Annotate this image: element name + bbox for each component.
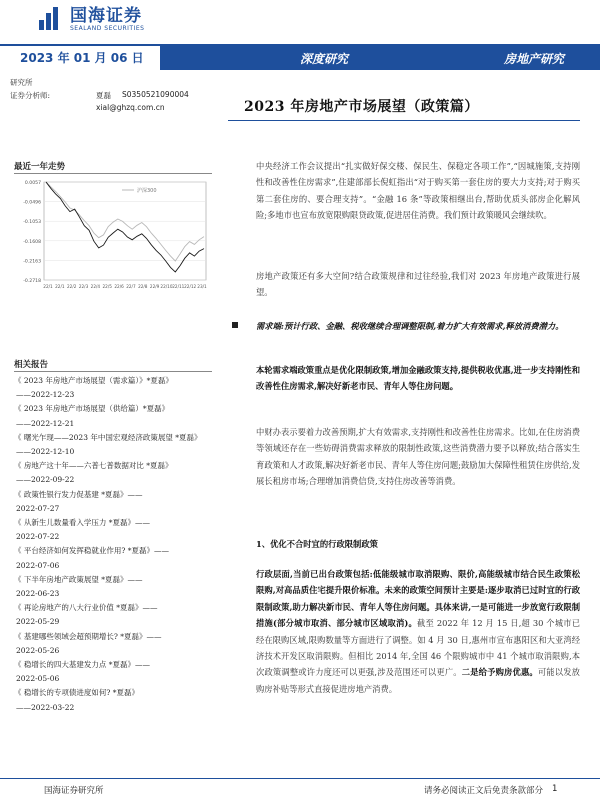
related-report-date: ——2022-12-21 (16, 418, 75, 428)
chart-x-tick-label: 22/6 (114, 284, 124, 289)
related-report-date: ——2022-12-23 (16, 390, 75, 400)
related-heading: 相关报告 (14, 360, 49, 370)
related-report-title[interactable]: 《 政策性银行发力促基建 *夏磊》—— (14, 489, 143, 499)
related-report-title[interactable]: 《 基建哪些领域会超预期增长? *夏磊》—— (14, 631, 162, 641)
report-type: 深度研究 (300, 52, 349, 66)
body-paragraph-4: 中财办表示要着力改善预期,扩大有效需求,支持刚性和改善性住房需求。比如,在住房消费等领域还存在一些妨碍消费需求释放的限制性政策,这些消费潜力要予以释放;结合落实生育政策和人才政策,解决好新老市民、青年人等住房问题;鼓励加大保障性租赁住房供给,发展长租房市场;合理增加消费信贷,支持住房改善等消费。 (256, 427, 580, 487)
related-report-date: 2022-05-06 (16, 674, 60, 684)
trend-heading: 最近一年走势 (14, 162, 66, 172)
related-report-title[interactable]: 《 曙光乍现——2023 年中国宏观经济政策展望 *夏磊》 (14, 432, 202, 442)
related-report-title[interactable]: 《 2023 年房地产市场展望（供给篇）*夏磊》 (14, 404, 170, 414)
footer-institute: 国海证券研究所 (44, 786, 104, 796)
related-report-date: ——2022-03-22 (16, 702, 75, 712)
footer-disclaimer: 请务必阅读正文后免责条款部分 (424, 786, 544, 796)
chart-y-tick-label: -0.0496 (23, 200, 41, 206)
related-reports-list (14, 374, 214, 715)
chart-x-tick-label: 22/1 (43, 284, 53, 289)
related-report-title[interactable]: 《 再论房地产的八大行业价值 *夏磊》—— (14, 603, 158, 613)
related-report-date: ——2022-12-10 (16, 447, 75, 457)
chart-y-tick-label: -0.2718 (23, 279, 41, 284)
chart-x-tick-label: 22/12 (184, 284, 197, 289)
industry-label: 房地产研究 (504, 52, 565, 66)
related-divider (14, 371, 212, 372)
company-logo (38, 6, 144, 32)
page-number: 1 (552, 784, 558, 794)
footer-divider (0, 778, 600, 779)
chart-x-tick-label: 23/1 (197, 284, 207, 289)
header-bar (0, 44, 600, 70)
chart-x-tick-label: 22/2 (66, 284, 77, 289)
related-report-date: 2022-07-22 (16, 532, 60, 542)
institute-label: 研究所 (10, 78, 33, 87)
related-report-title[interactable]: 《 从新生儿数量看入学压力 *夏磊》—— (14, 518, 151, 528)
chart-y-tick-label: -0.1608 (23, 239, 41, 245)
logo-text-en: SEALAND SECURITIES (70, 24, 145, 32)
related-report-title[interactable]: 《 稳增长的四大基建发力点 *夏磊》—— (14, 660, 151, 670)
chart-plot-frame (44, 182, 206, 280)
analyst-cert: S0350521090004 (122, 90, 189, 99)
key-point-text: 需求端:预计行政、金融、税收继续合理调整限制,着力扩大有效需求,释放消费潜力。 (256, 321, 564, 331)
related-report-date: 2022-07-27 (16, 503, 60, 513)
chart-x-tick-label: 22/3 (78, 284, 89, 289)
body-paragraph-5-tail-lead: 二是给予购房优惠。 (461, 667, 538, 678)
chart-x-tick-label: 22/4 (90, 284, 101, 289)
related-report-title[interactable]: 《 下半年房地产政策展望 *夏磊》—— (14, 574, 143, 584)
related-report-title[interactable]: 《 稳增长的专项债进度如何? *夏磊》 (14, 688, 140, 698)
chart-x-tick-label: 22/5 (102, 284, 112, 289)
body-paragraph-5-rest: 截至 2022 年 12 月 15 日,超 30 个城市已经在限购区域,限购数量等方面进行了调整。如 4 月 30 日,惠州市宣布惠阳区和大亚湾经济技术开发区取消限购。但相比 2014 年,全国 46 个限购城市中 41 个城市取消限购,本次政策调整或许力度还可以更强,涉及范围还可以更广。 (256, 618, 580, 678)
chart-series-line (46, 182, 204, 261)
chart-x-tick-label: 22/8 (138, 284, 148, 289)
body-paragraph-5-lead: 行政层面,当前已出台政策包括:低能级城市取消限购、限价,高能级城市结合民生政策松限购,对高品质住宅提升限价标准。未来的政策空间预计主要是:逐步取消已过时宜的行政限制政策,助力解决新市民、青年人等住房问题。具体来讲,一是可能进一步放宽行政限制措施(部分城市取消、部分城市区域取消)。 (256, 569, 580, 629)
related-report-title[interactable]: 《 房地产这十年——六普七普数据对比 *夏磊》 (14, 461, 173, 471)
chart-x-tick-label: 22/9 (149, 284, 160, 289)
related-report-date: 2022-07-06 (16, 560, 60, 570)
chart-x-tick-label: 22/10 (160, 284, 173, 289)
logo-icon (38, 6, 64, 32)
body-paragraph-5-tail: 可能以发放购房补贴等形式直接促进房地产消费。 (256, 667, 580, 694)
logo-text-cn: 国海证券 (70, 5, 142, 26)
body-paragraph-2: 房地产政策还有多大空间?结合政策规律和过往经验,我们对 2023 年房地产政策进行展望。 (256, 271, 580, 298)
related-report-title[interactable]: 《 2023 年房地产市场展望（需求篇）》*夏磊》 (14, 376, 173, 385)
chart-x-tick-label: 22/1 (55, 284, 65, 289)
chart-y-tick-label: -0.2163 (23, 259, 41, 265)
bullet-icon (232, 322, 238, 328)
chart-x-tick-label: 22/11 (172, 284, 185, 289)
chart-x-tick-label: 22/7 (126, 284, 136, 289)
body-paragraph-1: 中央经济工作会议提出“扎实做好保交楼、保民生、保稳定各项工作”,“因城施策,支持刚性和改善性住房需求”,住建部部长倪虹指出“对于购买第一套住房的要大力支持;对于购买第二套住房的、要合理支持”。“金融 16 条”等政策相继出台,帮助优质头部房企化解风险;多地市也宣布放宽限购限贷政策,促进居住消费。我们预计政策暖风会继续吹。 (256, 161, 580, 221)
chart-legend-label: 沪深300 (137, 188, 157, 194)
body-paragraph-5 (256, 566, 580, 697)
related-report-date: 2022-05-26 (16, 645, 60, 655)
analyst-email[interactable]: xial@ghzq.com.cn (96, 103, 165, 112)
body-paragraph-3: 本轮需求端政策重点是优化限制政策,增加金融政策支持,提供税收优惠,进一步支持刚性和改善性住房需求,解决好新老市民、青年人等住房问题。 (256, 365, 580, 392)
trend-divider (14, 173, 212, 174)
analyst-label: 证券分析师: (10, 91, 51, 100)
report-date: 2023 年 01 月 06 日 (20, 51, 144, 65)
related-report-date: 2022-05-29 (16, 617, 60, 627)
related-report-date: ——2022-09-22 (16, 475, 75, 485)
trend-chart (14, 176, 212, 294)
chart-y-tick-label: -0.1053 (23, 220, 41, 226)
chart-series-line (46, 182, 204, 272)
chart-y-tick-label: 0.0057 (24, 181, 41, 186)
title-divider (228, 120, 580, 121)
related-report-date: 2022-06-23 (16, 589, 60, 599)
section-subheading: 1、优化不合时宜的行政限制政策 (256, 539, 378, 549)
report-title: 2023 年房地产市场展望（政策篇） (244, 99, 479, 115)
analyst-name: 夏磊 (96, 91, 111, 100)
related-report-title[interactable]: 《 平台经济如何发挥稳就业作用? *夏磊》—— (14, 546, 170, 556)
